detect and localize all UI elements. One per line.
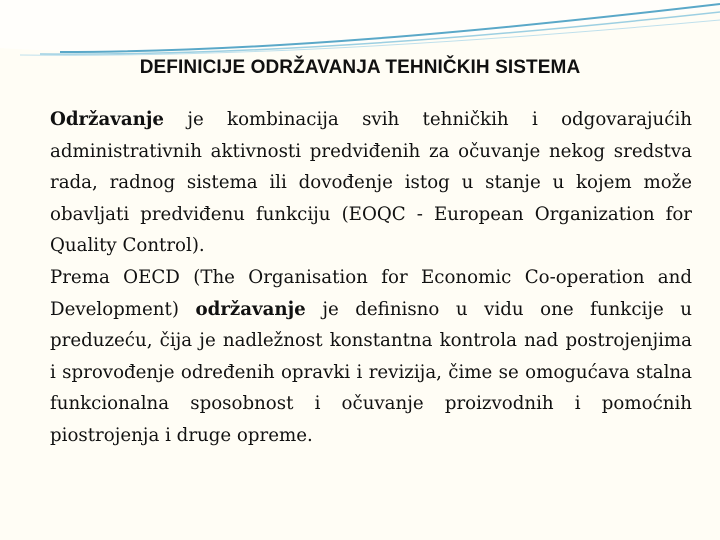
term-odrzavanje-oecd: održavanje — [195, 298, 306, 320]
definition-paragraph-oecd — [50, 262, 692, 452]
term-odrzavanje: Održavanje — [50, 109, 164, 130]
paragraph-text: je kombinacija svih tehničkih i odgovarajućih administrativnih aktivnosti predviđenih za očuvanje nekog sredstva rada, radnog sistema ili dovođenje istog u stanje u kojem može obavljati predviđenu funkciju (EOQC - European Organization for Quality Control). — [50, 109, 692, 257]
decorative-swoosh — [0, 0, 720, 60]
paragraph-text-after: je definisno u vidu one funkcije u preduzeću, čija je nadležnost konstantna kontrola nad postrojenjima i sprovođenje određenih opravki i revizija, čime se omogućava stalna funkcionalna sposobnost i očuvanje proizvodnih i pomoćnih piostrojenja i druge opreme. — [50, 298, 693, 446]
definition-paragraph-eoqc — [50, 104, 692, 262]
definitions-body — [50, 104, 692, 452]
paragraph-text-before: Prema OECD (The Organisation for Economic Co-operation and Development) — [50, 266, 692, 320]
page-title: DEFINICIJE ODRŽAVANJA TEHNIČKIH SISTEMA — [139, 57, 581, 78]
